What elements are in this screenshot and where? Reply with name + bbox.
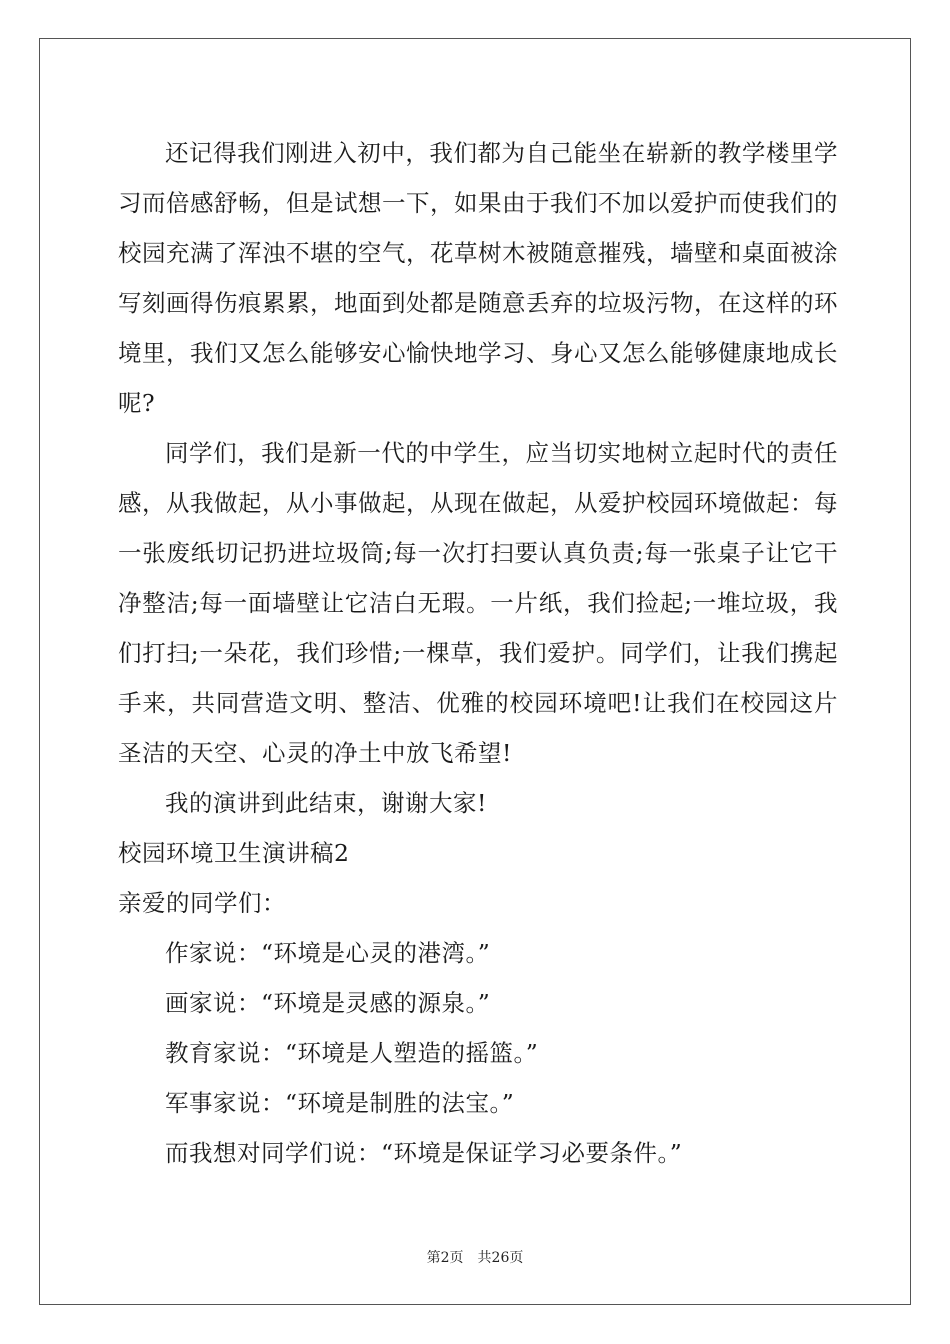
page-footer bbox=[0, 1247, 950, 1267]
page-total: 共26页 bbox=[477, 1250, 524, 1266]
quote-educator: 教育家说：“环境是人塑造的摇篮。” bbox=[165, 1039, 539, 1067]
paragraph-campus-environment: 还记得我们刚进入初中，我们都为自己能坐在崭新的教学楼里学习而倍感舒畅，但是试想一下，如果由于我们不加以爱护而使我们的校园充满了浑浊不堪的空气，花草树木被随意摧残，墙壁和桌面被涂写刻画得伤痕累累，地面到处都是随意丢弃的垃圾污物，在这样的环境里，我们又怎么能够安心愉快地学习、身心又怎么能够健康地成长呢? bbox=[118, 139, 838, 417]
paragraph-closing: 我的演讲到此结束，谢谢大家! bbox=[165, 789, 487, 817]
paragraph-call-to-action: 同学们，我们是新一代的中学生，应当切实地树立起时代的责任感，从我做起，从小事做起，从现在做起，从爱护校园环境做起：每一张废纸切记扔进垃圾筒;每一次打扫要认真负责;每一张桌子让它干净整洁;每一面墙壁让它洁白无瑕。一片纸，我们捡起;一堆垃圾，我们打扫;一朵花，我们珍惜;一棵草，我们爱护。同学们，让我们携起手来，共同营造文明、整洁、优雅的校园环境吧!让我们在校园这片圣洁的天空、心灵的净土中放飞希望! bbox=[118, 439, 838, 767]
quote-painter: 画家说：“环境是灵感的源泉。” bbox=[165, 989, 491, 1017]
salutation: 亲爱的同学们： bbox=[118, 889, 286, 917]
quote-writer: 作家说：“环境是心灵的港湾。” bbox=[165, 939, 491, 967]
section-heading: 校园环境卫生演讲稿2 bbox=[118, 839, 350, 867]
document-body bbox=[118, 128, 838, 1178]
quote-speaker: 而我想对同学们说：“环境是保证学习必要条件。” bbox=[165, 1139, 683, 1167]
page-number: 第2页 bbox=[426, 1250, 464, 1266]
quote-strategist: 军事家说：“环境是制胜的法宝。” bbox=[165, 1089, 515, 1117]
